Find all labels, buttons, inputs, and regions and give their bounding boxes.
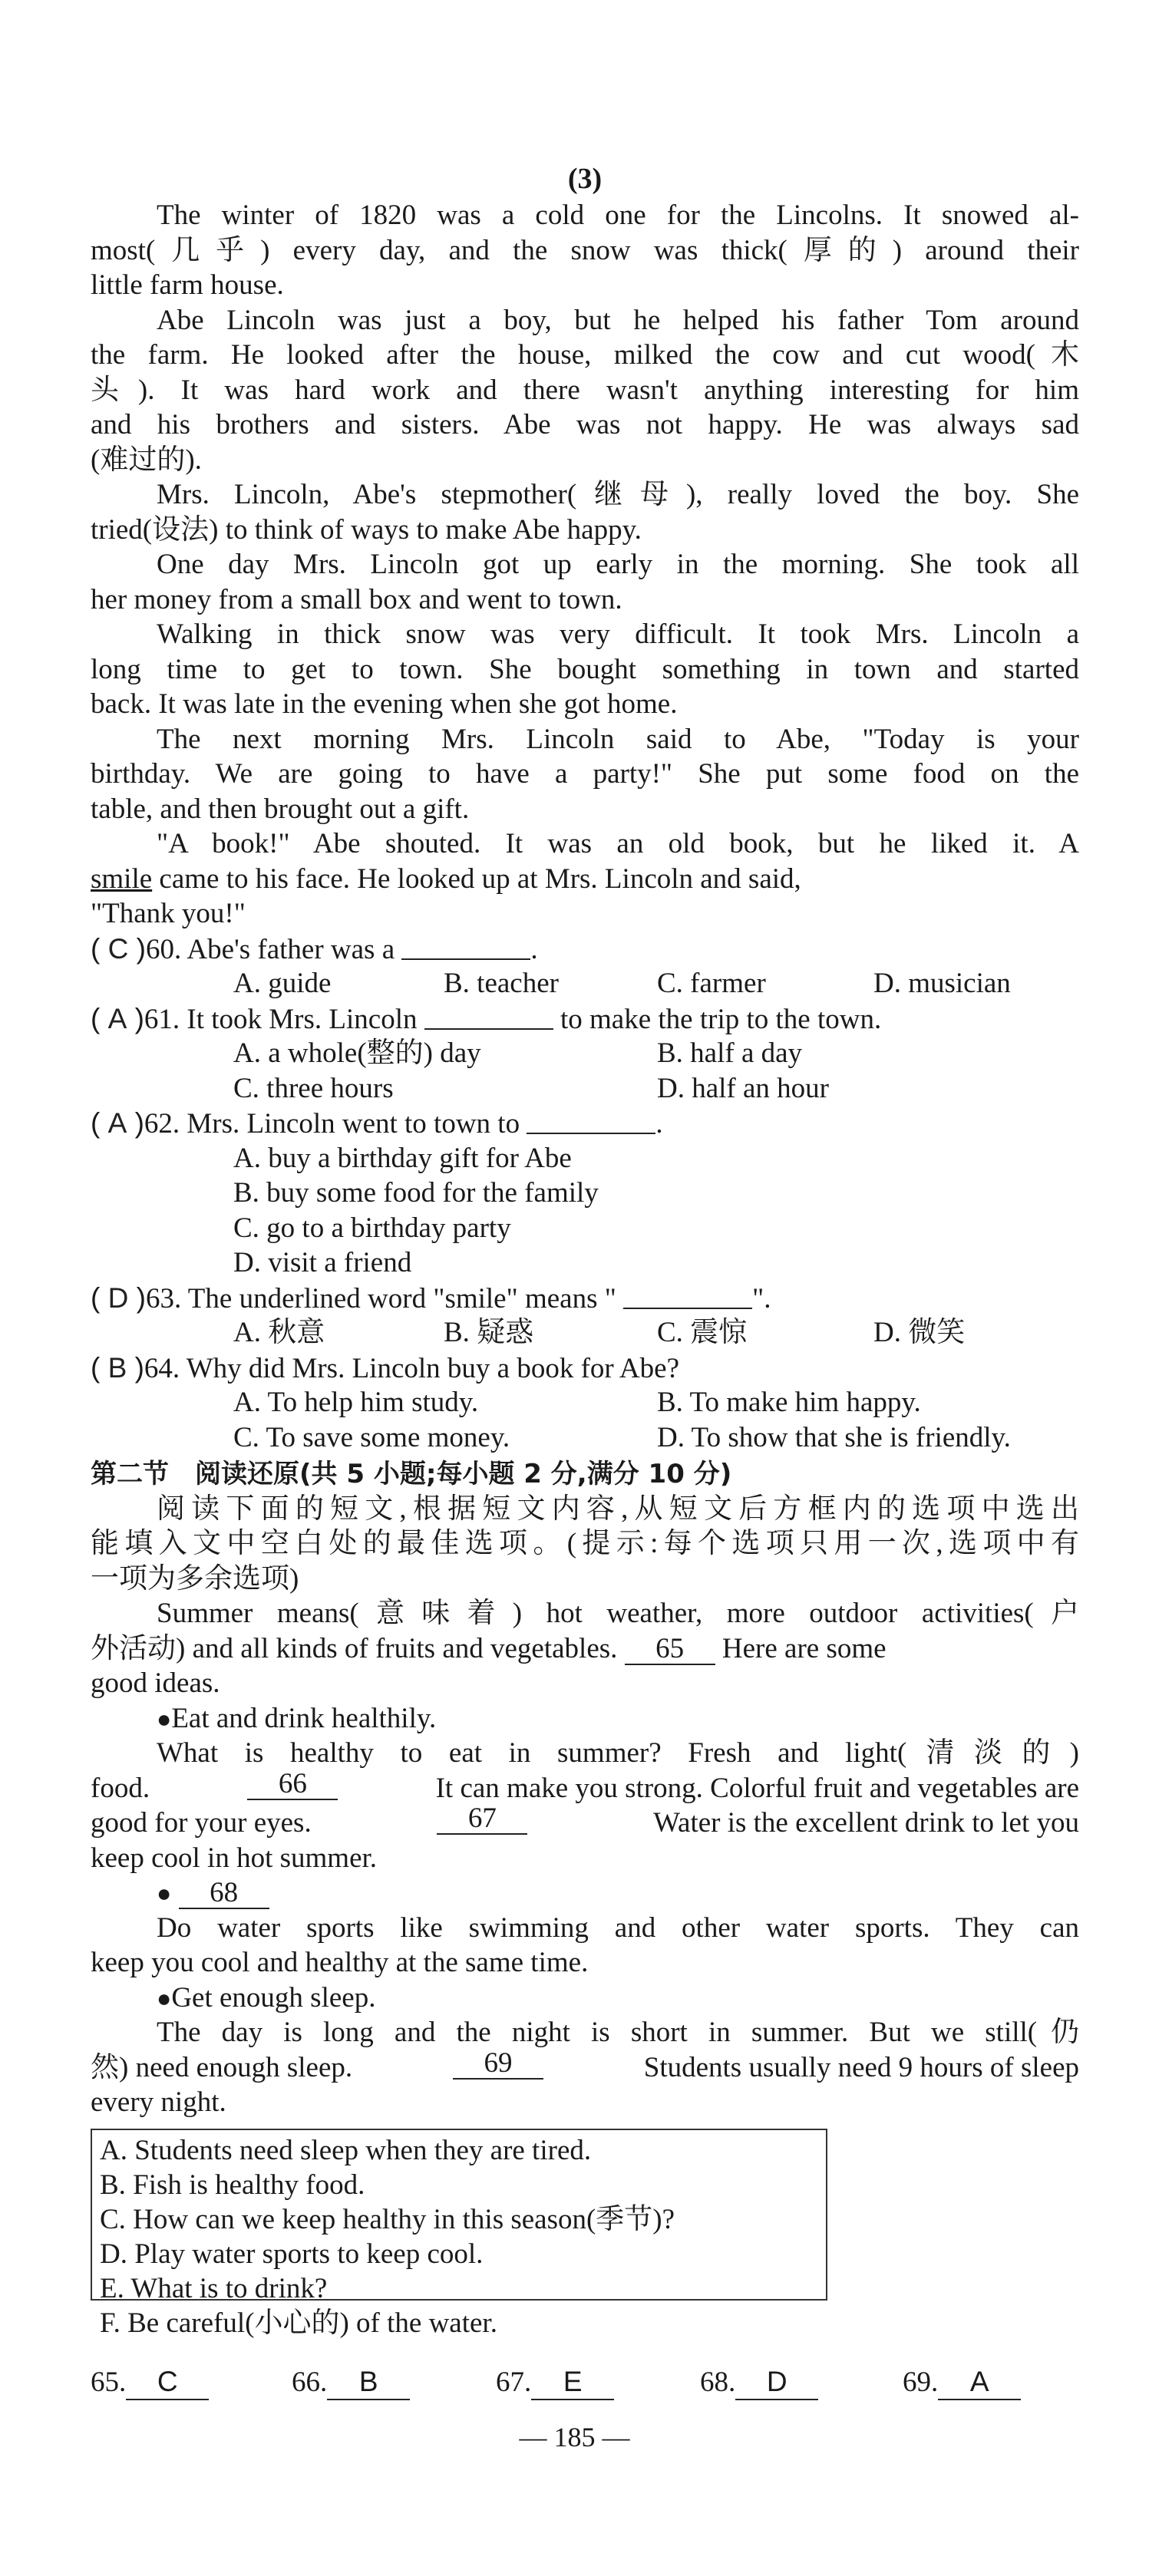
option-d: D. visit a friend [233, 1247, 412, 1278]
question-number: 60. [145, 933, 182, 965]
answer-letter: E [531, 2367, 614, 2400]
option-b: B. To make him happy. [657, 1387, 921, 1418]
paragraph-line: good for your eyes. 67 Water is the excellent drink to let you [91, 1803, 1079, 1839]
question-62 [91, 1106, 1079, 1141]
answer-blank [527, 1107, 655, 1134]
bullet-item: ●Get enough sleep. [157, 1981, 376, 2014]
option-a: A. buy a birthday gift for Abe [233, 1142, 572, 1174]
part2-heading: 第二节 阅读还原(共 5 小题;每小题 2 分,满分 10 分) [91, 1459, 732, 1489]
answer-number: 69. [903, 2367, 939, 2398]
answer-paren: ( C ) [91, 932, 146, 965]
question-stem-end: to make the trip to the town. [560, 1003, 882, 1035]
paragraph-line: keep cool in hot summer. [91, 1842, 378, 1874]
answer-letter: A [107, 1107, 127, 1139]
blank-68: 68 [179, 1880, 269, 1909]
instruction-line: 阅读下面的短文,根据短文内容,从短文后方框内的选项中选出 [157, 1492, 1079, 1525]
box-option-f: F. Be careful(小心的) of the water. [100, 2307, 497, 2339]
question-stem: Abe's father was a [187, 933, 395, 965]
blank-67: 67 [437, 1806, 527, 1835]
question-stem-end: . [655, 1108, 663, 1140]
question-number: 61. [144, 1003, 180, 1035]
answer-blank [401, 932, 530, 960]
passage-line: Walking in thick snow was very difficult. It took Mrs. Lincoln a [157, 618, 1079, 650]
paragraph-line: Do water sports like swimming and other water sports. They can [157, 1911, 1079, 1944]
option-a: A. 秋意 [233, 1317, 325, 1348]
answer-number: 65. [91, 2367, 127, 2398]
passage-line: Abe Lincoln was just a boy, but he helped his father Tom around [157, 304, 1079, 336]
passage-line: the farm. He looked after the house, milked the cow and cut wood(木 [91, 339, 1079, 371]
paragraph-line: The day is long and the night is short in summer. But we still(仍 [157, 2017, 1079, 2048]
passage-line: Mrs. Lincoln, Abe's stepmother(继母), really loved the boy. She [157, 479, 1079, 510]
answer-letter: D [735, 2367, 818, 2400]
option-a: A. a whole(整的) day [233, 1037, 481, 1069]
option-row [91, 966, 1079, 1001]
bullet-item: ●Eat and drink healthily. [157, 1702, 437, 1734]
passage-line: and his brothers and sisters. Abe was not happy. He was always sad [91, 409, 1079, 440]
question-61 [91, 1001, 1079, 1037]
paragraph-line: good ideas. [91, 1667, 220, 1699]
paragraph-line: Summer means(意味着) hot weather, more outdoor activities(户 [157, 1598, 1079, 1629]
option-c: C. 震惊 [657, 1317, 748, 1348]
option-row [91, 1176, 1079, 1211]
box-option-d: D. Play water sports to keep cool. [100, 2238, 484, 2270]
option-row [91, 1385, 1079, 1420]
passage-line: most(几乎) every day, and the snow was thick(厚的) around their [91, 234, 1079, 266]
answer-paren: ( A ) [91, 1107, 144, 1139]
option-b: B. 疑惑 [444, 1317, 534, 1348]
passage-line: little farm house. [91, 269, 284, 301]
option-a: A. To help him study. [233, 1387, 479, 1418]
passage-line: 头). It was hard work and there wasn't anything interesting for him [91, 374, 1079, 406]
paragraph-line: every night. [91, 2086, 226, 2118]
option-row [91, 1420, 1079, 1456]
option-row [91, 1141, 1079, 1176]
option-row [91, 1036, 1079, 1071]
instruction-line: 一项为多余选项) [91, 1562, 299, 1595]
option-b: B. half a day [657, 1037, 803, 1069]
box-option-c: C. How can we keep healthy in this season(季节)? [100, 2204, 675, 2235]
answer-number: 68. [700, 2367, 736, 2398]
page-number: — 185 — [519, 2422, 630, 2452]
question-60 [91, 932, 1079, 967]
bullet-icon: ● [157, 1984, 172, 2012]
section-title: (3) [567, 163, 603, 195]
question-number: 64. [144, 1352, 180, 1384]
question-stem-end: . [530, 933, 538, 965]
blank-69: 69 [453, 2050, 543, 2080]
option-a: A. guide [233, 968, 332, 999]
paragraph-line: keep you cool and healthy at the same time. [91, 1947, 589, 1978]
answer-letter: C [126, 2367, 209, 2400]
option-row [91, 1245, 1079, 1281]
question-number: 62. [144, 1108, 180, 1140]
passage-line: birthday. We are going to have a party!" She put some food on the [91, 758, 1079, 790]
question-stem: Why did Mrs. Lincoln buy a book for Abe? [186, 1352, 679, 1384]
option-d: D. 微笑 [873, 1317, 966, 1348]
passage-line: back. It was late in the evening when she got home. [91, 688, 678, 720]
option-d: D. musician [873, 968, 1011, 999]
bullet-item [91, 1875, 1079, 1911]
passage-line: "A book!" Abe shouted. It was an old book, but he liked it. A [157, 828, 1079, 859]
question-stem: The underlined word "smile" means " [187, 1282, 616, 1314]
option-b: B. teacher [444, 968, 559, 999]
blank-66: 66 [247, 1771, 338, 1800]
option-d: D. half an hour [657, 1072, 829, 1104]
box-option-a: A. Students need sleep when they are tired. [100, 2135, 592, 2166]
answer-paren: ( D ) [91, 1281, 146, 1314]
question-64 [91, 1351, 1079, 1386]
answer-letter: D [107, 1281, 129, 1314]
passage-thank-line: "Thank you!" [91, 898, 246, 929]
answer-letter: C [107, 932, 129, 965]
option-row [91, 1071, 1079, 1107]
answer-letter: B [327, 2367, 410, 2400]
answer-number: 66. [292, 2367, 328, 2398]
answer-number: 67. [496, 2367, 532, 2398]
answer-blank [424, 1002, 553, 1030]
passage-line: table, and then brought out a gift. [91, 793, 470, 825]
blank-65: 65 [625, 1636, 715, 1665]
reading-section-3 [91, 160, 1079, 2120]
paragraph-line: What is healthy to eat in summer? Fresh and light(清淡的) [157, 1737, 1079, 1769]
question-list [91, 932, 1079, 1456]
option-c: C. farmer [657, 968, 766, 999]
passage [91, 198, 1079, 862]
paragraph-line: food. 66 It can make you strong. Colorful fruit and vegetables are [91, 1767, 1079, 1804]
answer-letter: A [938, 2367, 1021, 2400]
question-stem-end: ". [752, 1282, 771, 1314]
box-option-e: E. What is to drink? [100, 2273, 328, 2304]
answer-67 [496, 2363, 614, 2402]
passage-line: The winter of 1820 was a cold one for the Lincolns. It snowed al- [157, 200, 1079, 231]
paragraph-line: 外活动) and all kinds of fruits and vegetables. 65 Here are some [91, 1632, 887, 1664]
answer-69 [903, 2363, 1021, 2402]
passage-line: (难过的). [91, 444, 202, 476]
answer-blank [623, 1281, 752, 1309]
option-row [91, 1315, 1079, 1351]
answer-68 [700, 2363, 818, 2402]
option-c: C. To save some money. [233, 1421, 510, 1453]
underlined-word-smile: smile [91, 863, 153, 895]
passage-line: long time to get to town. She bought something in town and started [91, 653, 1079, 685]
instruction-line: 能填入文中空白处的最佳选项。(提示:每个选项只用一次,选项中有 [91, 1528, 1079, 1559]
paragraph-line: 然) need enough sleep. 69 Students usually need 9 hours of sleep [91, 2047, 1079, 2083]
options-box [91, 2129, 827, 2339]
box-option-b: B. Fish is healthy food. [100, 2169, 365, 2201]
answer-row [91, 2363, 1088, 2402]
answer-letter: B [107, 1351, 127, 1384]
passage-smile-line: smile came to his face. He looked up at Mrs. Lincoln and said, [91, 863, 801, 895]
passage-line: The next morning Mrs. Lincoln said to Abe, "Today is your [157, 723, 1079, 755]
question-63 [91, 1281, 1079, 1316]
option-b: B. buy some food for the family [233, 1177, 599, 1209]
passage-line: tried(设法) to think of ways to make Abe happy. [91, 513, 642, 546]
option-c: C. three hours [233, 1072, 394, 1104]
question-number: 63. [145, 1282, 182, 1314]
passage-line: One day Mrs. Lincoln got up early in the morning. She took all [157, 549, 1079, 580]
answer-paren: ( A ) [91, 1002, 144, 1034]
passage-line: her money from a small box and went to town. [91, 583, 622, 615]
option-c: C. go to a birthday party [233, 1212, 511, 1244]
answer-letter: A [107, 1002, 127, 1034]
option-row [91, 1211, 1079, 1246]
answer-66 [292, 2363, 410, 2402]
answer-paren: ( B ) [91, 1351, 144, 1384]
bullet-icon: ● [157, 1879, 172, 1907]
bullet-icon: ● [157, 1704, 172, 1733]
question-stem: It took Mrs. Lincoln [187, 1003, 418, 1035]
option-d: D. To show that she is friendly. [657, 1421, 1011, 1453]
answer-65 [91, 2363, 209, 2402]
question-stem: Mrs. Lincoln went to town to [187, 1108, 520, 1140]
